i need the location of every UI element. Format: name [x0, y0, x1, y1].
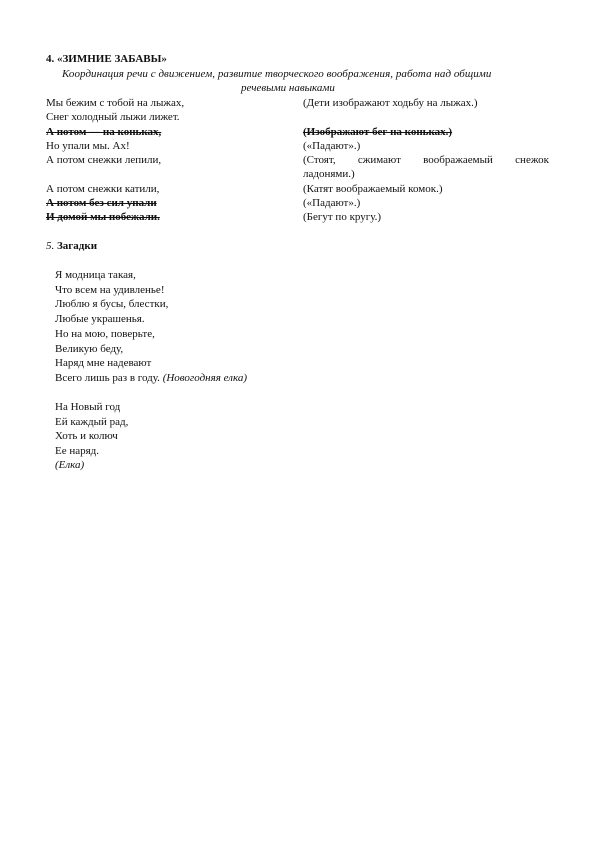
section-5-title: Загадки — [57, 240, 98, 252]
action-line-6: (Катят воображаемый комок.) — [303, 183, 443, 195]
poem-line-4: Но упали мы. Ах! — [46, 140, 130, 152]
action-line-8: (Бегут по кругу.) — [303, 211, 382, 223]
poem-line-1: Мы бежим с тобой на лыжах, — [46, 97, 185, 109]
riddle-1-line: Великую беду, — [55, 343, 124, 355]
poem-line-3: А потом — на коньках, — [46, 126, 162, 138]
riddle-1-line: Но на мою, поверьте, — [55, 328, 155, 340]
riddle-1-line: Люблю я бусы, блестки, — [55, 298, 169, 310]
action-line-1: (Дети изображают ходьбу на лыжах.) — [303, 97, 478, 109]
riddle-1-answer: (Новогодняя елка) — [162, 372, 248, 384]
riddle-2-line: Ей каждый рад, — [55, 416, 129, 428]
section-4-heading: 4. «ЗИМНИЕ ЗАБАВЫ» — [46, 53, 167, 65]
section-4-subtitle-line1: Координация речи с движением, развитие творческого воображения, работа над общими — [62, 68, 492, 80]
action-line-3: (Изображают бег на коньках.) — [303, 126, 453, 138]
riddle-2-line: Ее наряд. — [55, 445, 100, 457]
poem-line-2: Снег холодный лыжи лижет. — [46, 111, 180, 123]
riddle-1-line: Наряд мне надевают — [55, 357, 152, 369]
section-5-heading — [46, 239, 97, 253]
riddle-2-answer: (Елка) — [55, 459, 85, 471]
section-5-number: 5. — [46, 240, 55, 252]
riddle-2-line: На Новый год — [55, 401, 121, 413]
poem-line-8: И домой мы побежали. — [46, 211, 160, 223]
riddle-2-line: Хоть и колюч — [55, 430, 118, 442]
action-line-5-continued: ладонями.) — [303, 168, 355, 180]
riddle-1-line: Что всем на удивленье! — [55, 284, 165, 296]
riddle-1-line: Я модница такая, — [55, 269, 136, 281]
riddle-1-last-line — [55, 371, 247, 385]
action-line-4: («Падают».) — [303, 140, 361, 152]
action-line-7: («Падают».) — [303, 197, 361, 209]
poem-line-5: А потом снежки лепили, — [46, 154, 162, 166]
riddle-1-line: Всего лишь раз в году. — [55, 372, 160, 384]
riddle-1-line: Любые украшенья. — [55, 313, 145, 325]
action-line-5: (Стоят, сжимают воображаемый снежок — [303, 154, 549, 166]
section-4-subtitle-line2: речевыми навыками — [241, 82, 335, 94]
poem-line-6: А потом снежки катили, — [46, 183, 160, 195]
poem-line-7: А потом без сил упали — [46, 197, 157, 209]
